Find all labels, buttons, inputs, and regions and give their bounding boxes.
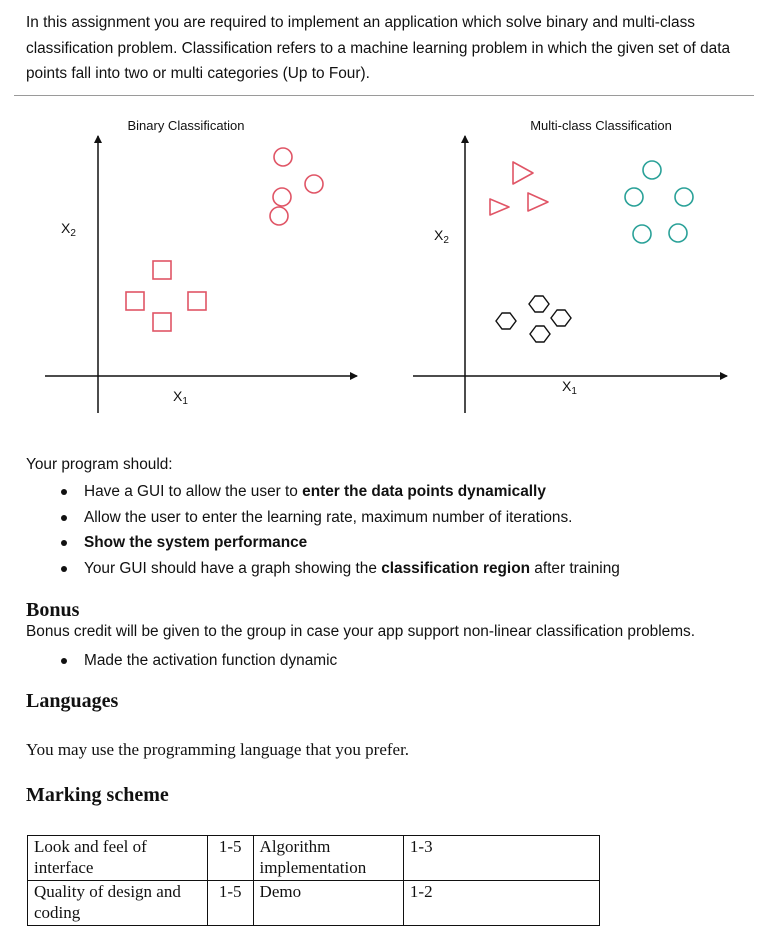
hexagon-marker <box>529 296 549 312</box>
triangle-marker <box>528 193 548 211</box>
list-item: Made the activation function dynamic <box>0 648 337 674</box>
bonus-heading: Bonus <box>26 599 80 621</box>
binary-circle-markers <box>270 148 323 225</box>
multi-hexagon-markers <box>496 296 571 342</box>
languages-text: You may use the programming language that you prefer. <box>26 740 410 759</box>
table-cell: Quality of design and coding <box>28 881 208 926</box>
table-cell: 1-5 <box>207 836 253 881</box>
binary-y-label: $X_2$ <box>61 220 76 239</box>
bonus-list <box>0 648 337 674</box>
circle-marker <box>305 175 323 193</box>
triangle-marker <box>490 199 509 215</box>
table-cell: Demo <box>253 881 403 926</box>
hexagon-marker <box>530 326 550 342</box>
circle-marker <box>273 188 291 206</box>
circle-marker <box>625 188 643 206</box>
list-item: Show the system performance <box>0 530 620 556</box>
header-divider <box>14 95 754 96</box>
circle-marker <box>675 188 693 206</box>
multiclass-plot <box>413 118 727 413</box>
table-cell: 1-3 <box>403 836 599 881</box>
languages-heading: Languages <box>26 690 119 712</box>
marking-heading: Marking scheme <box>26 784 169 806</box>
table-cell: Algorithm implementation <box>253 836 403 881</box>
binary-plot <box>45 118 357 413</box>
list-item: Your GUI should have a graph showing the classification region after training <box>0 556 620 582</box>
hexagon-marker <box>551 310 571 326</box>
circle-marker <box>270 207 288 225</box>
requirements-list <box>0 479 620 581</box>
list-item: Allow the user to enter the learning rate, maximum number of iterations. <box>0 505 620 531</box>
multi-title: Multi-class Classification <box>530 118 672 133</box>
square-marker <box>188 292 206 310</box>
classification-figure <box>0 100 767 425</box>
multi-triangle-markers <box>490 162 548 215</box>
triangle-marker <box>513 162 533 184</box>
square-marker <box>126 292 144 310</box>
multi-circle-markers <box>625 161 693 243</box>
intro-paragraph: In this assignment you are required to implement an application which solve binary and multi-class classification problem. Classification refers to a machine learning problem in which the given set of data points fall into two or multi categories (Up to Four). <box>26 14 731 82</box>
circle-marker <box>643 161 661 179</box>
list-item: Have a GUI to allow the user to enter the data points dynamically <box>0 479 620 505</box>
multi-x-label: $X_1$ <box>562 378 577 397</box>
circle-marker <box>669 224 687 242</box>
marking-table <box>27 835 600 926</box>
hexagon-marker <box>496 313 516 329</box>
square-marker <box>153 261 171 279</box>
program-lead: Your program should: <box>26 456 173 473</box>
binary-square-markers <box>126 261 206 331</box>
table-cell: 1-5 <box>207 881 253 926</box>
bonus-text: Bonus credit will be given to the group in case your app support non-linear classification problems. <box>26 623 696 640</box>
binary-x-label: $X_1$ <box>173 388 188 407</box>
table-cell: Look and feel of interface <box>28 836 208 881</box>
binary-title: Binary Classification <box>127 118 245 133</box>
circle-marker <box>633 225 651 243</box>
table-row <box>28 881 600 926</box>
circle-marker <box>274 148 292 166</box>
square-marker <box>153 313 171 331</box>
table-row <box>28 836 600 881</box>
table-cell: 1-2 <box>403 881 599 926</box>
multi-y-label: $X_2$ <box>434 227 449 246</box>
